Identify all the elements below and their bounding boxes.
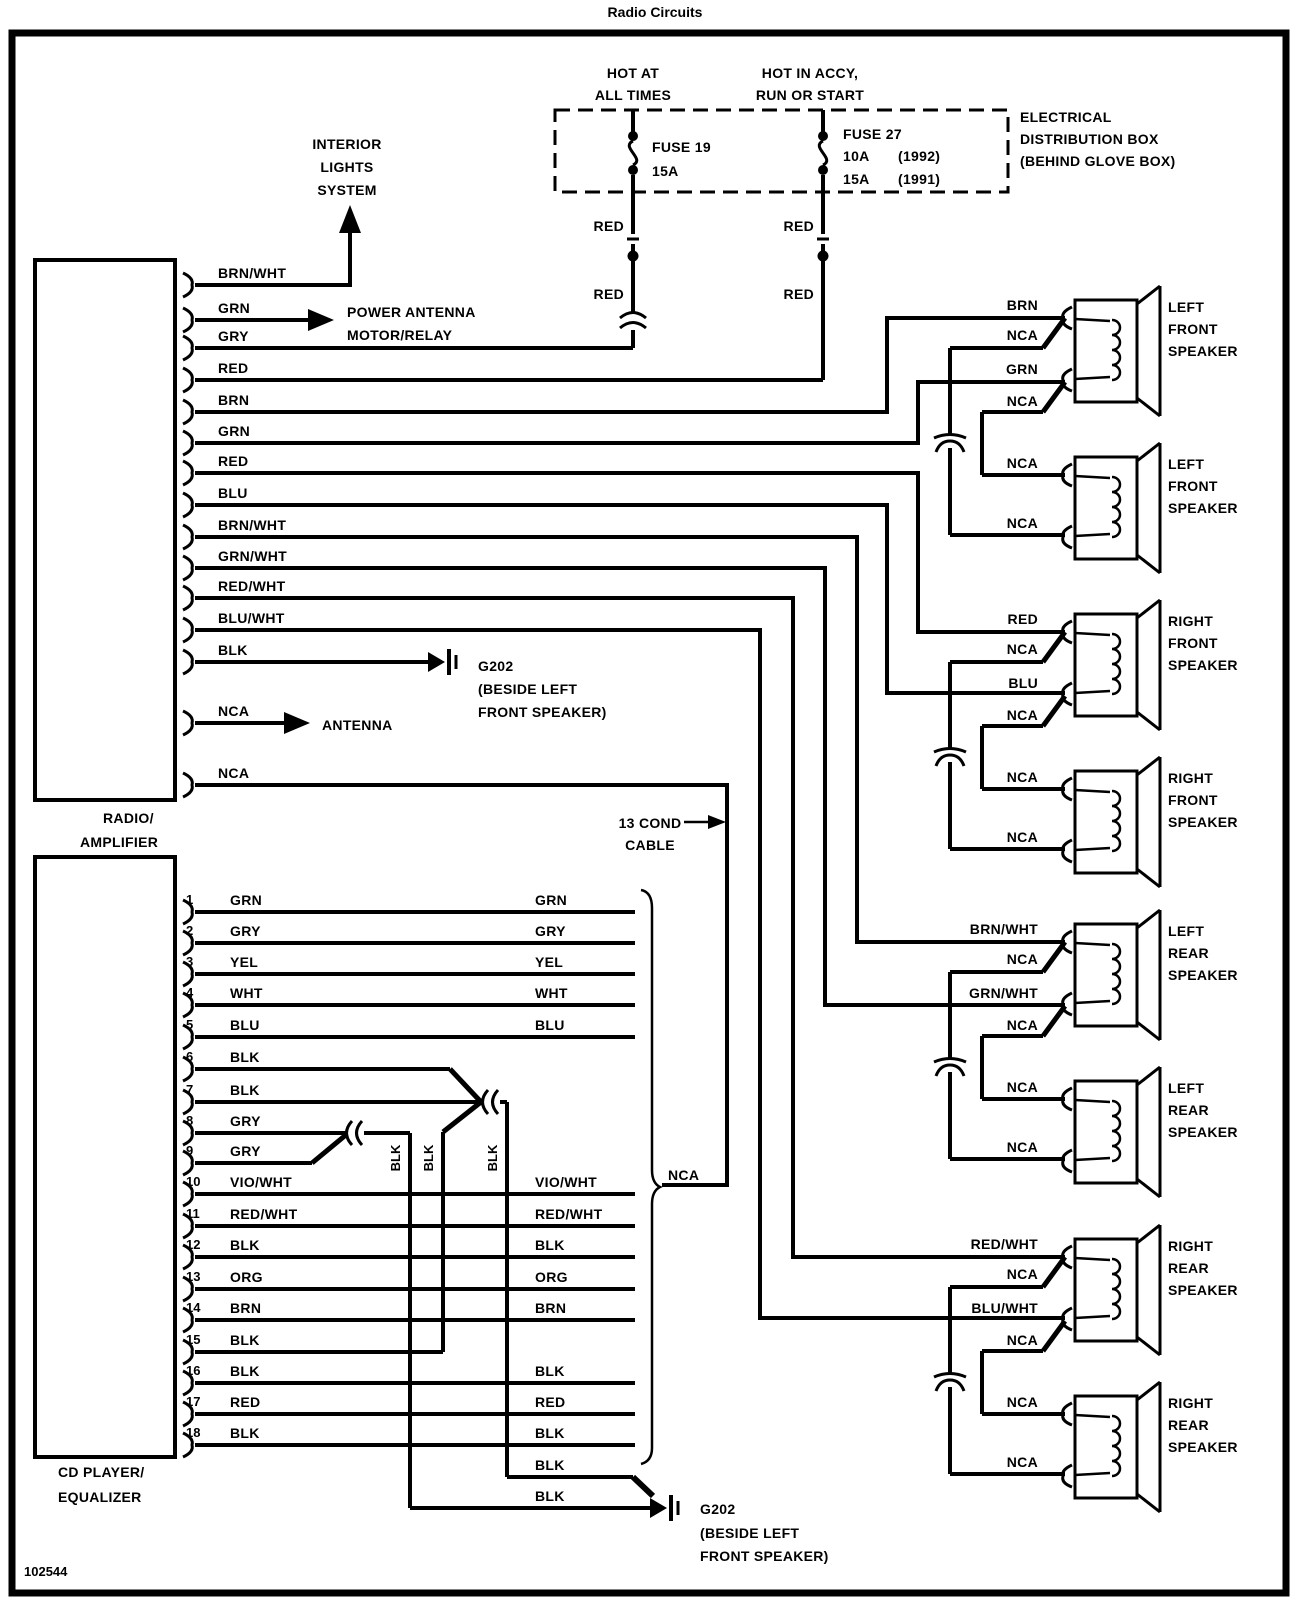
svg-text:NCA: NCA [1006,769,1038,785]
svg-text:NCA: NCA [1006,1139,1038,1155]
svg-text:SPEAKER: SPEAKER [1168,343,1238,359]
svg-text:SPEAKER: SPEAKER [1168,1439,1238,1455]
svg-text:RED: RED [783,218,814,234]
svg-text:BLK: BLK [485,1144,500,1172]
svg-text:SPEAKER: SPEAKER [1168,967,1238,983]
svg-text:9: 9 [186,1143,194,1158]
svg-text:15: 15 [186,1332,201,1347]
svg-text:BLU: BLU [1008,675,1038,691]
svg-text:SPEAKER: SPEAKER [1168,1282,1238,1298]
svg-text:NCA: NCA [1006,1017,1038,1033]
svg-text:RED/WHT: RED/WHT [970,1236,1038,1252]
svg-text:SPEAKER: SPEAKER [1168,500,1238,516]
svg-text:RUN OR START: RUN OR START [755,87,865,103]
svg-text:YEL: YEL [535,954,564,970]
svg-text:RIGHT: RIGHT [1168,1395,1214,1411]
svg-text:SPEAKER: SPEAKER [1168,814,1238,830]
svg-text:GRY: GRY [535,923,566,939]
svg-text:HOT IN ACCY,: HOT IN ACCY, [761,65,859,81]
svg-text:REAR: REAR [1168,1417,1209,1433]
svg-text:FRONT: FRONT [1168,478,1218,494]
splice-connector-icon [347,1121,363,1145]
svg-text:NCA: NCA [218,765,250,781]
arrow-right-icon [708,815,726,829]
svg-text:ORG: ORG [230,1269,263,1285]
svg-text:BLU: BLU [230,1017,260,1033]
page-border [12,33,1286,1593]
svg-text:BLK: BLK [230,1363,260,1379]
svg-text:16: 16 [186,1363,201,1378]
svg-text:BRN/WHT: BRN/WHT [218,265,287,281]
svg-text:RED: RED [783,286,814,302]
svg-text:LIGHTS: LIGHTS [320,159,374,175]
svg-text:FRONT: FRONT [1168,635,1218,651]
arrow-up-icon [339,205,361,233]
svg-text:NCA: NCA [668,1167,700,1183]
cd-box [35,857,175,1457]
svg-text:BLK: BLK [535,1237,565,1253]
svg-text:LEFT: LEFT [1168,923,1205,939]
svg-text:RIGHT: RIGHT [1168,1238,1214,1254]
power-antenna-motor-relay [347,304,476,343]
svg-text:BLU: BLU [218,485,248,501]
svg-text:(1991): (1991) [898,171,941,187]
svg-text:YEL: YEL [230,954,259,970]
svg-text:3: 3 [186,954,194,969]
page-title: Radio Circuits [607,4,703,20]
svg-text:(1992): (1992) [898,148,941,164]
svg-text:RED: RED [1007,611,1038,627]
svg-text:GRN: GRN [230,892,263,908]
svg-text:RADIO/: RADIO/ [103,810,154,826]
ground-splice-wires [195,1069,829,1564]
svg-text:13 COND: 13 COND [618,815,682,831]
svg-text:BLK: BLK [535,1488,565,1504]
svg-text:G202: G202 [478,658,514,674]
svg-text:NCA: NCA [1006,327,1038,343]
svg-text:BRN: BRN [218,392,250,408]
svg-text:REAR: REAR [1168,1102,1209,1118]
svg-text:15A: 15A [652,163,679,179]
svg-text:NCA: NCA [1006,1394,1038,1410]
svg-text:BLK: BLK [535,1425,565,1441]
svg-text:GRN/WHT: GRN/WHT [218,548,287,564]
svg-text:G202: G202 [700,1501,736,1517]
svg-text:WHT: WHT [535,985,568,1001]
svg-text:POWER ANTENNA: POWER ANTENNA [347,304,476,320]
svg-text:RED/WHT: RED/WHT [535,1206,603,1222]
inline-connector-icon [620,313,646,329]
electrical-distribution-box [555,65,1176,192]
svg-text:GRY: GRY [218,328,249,344]
cable-brace [641,890,660,1464]
svg-text:RED: RED [218,453,249,469]
svg-text:NCA: NCA [1006,515,1038,531]
svg-text:GRN/WHT: GRN/WHT [969,985,1038,1001]
svg-text:RED: RED [593,218,624,234]
svg-text:VIO/WHT: VIO/WHT [230,1174,292,1190]
svg-text:12: 12 [186,1237,201,1252]
svg-text:10: 10 [186,1174,201,1189]
svg-text:8: 8 [186,1113,194,1128]
svg-text:1: 1 [186,892,194,907]
svg-text:(BESIDE LEFT: (BESIDE LEFT [700,1525,800,1541]
svg-text:SPEAKER: SPEAKER [1168,657,1238,673]
svg-text:EQUALIZER: EQUALIZER [58,1489,142,1505]
fuse-27-icon [818,110,828,192]
svg-text:NCA: NCA [1006,1332,1038,1348]
svg-text:BLK: BLK [230,1082,260,1098]
svg-text:BLK: BLK [421,1144,436,1172]
svg-text:10A: 10A [843,148,870,164]
svg-text:RED: RED [230,1394,261,1410]
svg-text:BRN: BRN [230,1300,262,1316]
svg-text:GRY: GRY [230,923,261,939]
svg-text:CD PLAYER/: CD PLAYER/ [58,1464,145,1480]
svg-text:BLK: BLK [230,1237,260,1253]
svg-text:BLK: BLK [535,1457,565,1473]
svg-text:GRN: GRN [1005,361,1038,377]
fuse-19-icon [628,110,638,192]
svg-text:FUSE 19: FUSE 19 [652,139,711,155]
svg-text:BLK: BLK [230,1332,260,1348]
svg-text:GRN: GRN [535,892,568,908]
wire-red-rf [195,473,1065,632]
svg-text:RED/WHT: RED/WHT [230,1206,298,1222]
svg-text:ELECTRICAL: ELECTRICAL [1020,109,1112,125]
svg-text:REAR: REAR [1168,945,1209,961]
svg-text:15A: 15A [843,171,870,187]
svg-text:LEFT: LEFT [1168,299,1205,315]
speaker-group-right-rear [934,1225,1238,1512]
svg-text:LEFT: LEFT [1168,1080,1205,1096]
svg-text:CABLE: CABLE [625,837,675,853]
doc-id: 102544 [24,1564,68,1579]
svg-text:BLU/WHT: BLU/WHT [971,1300,1038,1316]
svg-text:BRN/WHT: BRN/WHT [969,921,1038,937]
svg-text:BLK: BLK [218,642,248,658]
svg-text:ORG: ORG [535,1269,568,1285]
svg-text:BLK: BLK [535,1363,565,1379]
svg-text:GRY: GRY [230,1113,261,1129]
svg-text:BLK: BLK [388,1144,403,1172]
arrow-right-icon [284,712,310,734]
svg-text:11: 11 [186,1206,200,1221]
svg-text:BLU/WHT: BLU/WHT [218,610,285,626]
svg-text:NCA: NCA [1006,1266,1038,1282]
svg-text:7: 7 [186,1082,194,1097]
svg-text:BRN: BRN [1006,297,1038,313]
svg-text:4: 4 [186,985,194,1000]
junction-dot [818,251,829,262]
svg-text:GRY: GRY [230,1143,261,1159]
svg-text:14: 14 [186,1300,201,1315]
splice-connector-icon [483,1090,499,1114]
junction-dot [628,251,639,262]
wire-redwht-rr [195,598,1065,1257]
svg-text:BLK: BLK [230,1049,260,1065]
speaker-group-right-front [934,600,1238,887]
svg-text:DISTRIBUTION BOX: DISTRIBUTION BOX [1020,131,1159,147]
svg-text:NCA: NCA [1006,455,1038,471]
svg-text:NCA: NCA [1006,951,1038,967]
svg-text:NCA: NCA [1006,393,1038,409]
svg-text:REAR: REAR [1168,1260,1209,1276]
svg-text:VIO/WHT: VIO/WHT [535,1174,597,1190]
speaker-group-left-front [934,286,1238,573]
radio-box [35,260,175,800]
svg-text:17: 17 [186,1394,201,1409]
svg-text:LEFT: LEFT [1168,456,1205,472]
svg-text:13: 13 [186,1269,201,1284]
svg-text:BLU: BLU [535,1017,565,1033]
svg-text:RED/WHT: RED/WHT [218,578,286,594]
arrow-right-icon [308,309,334,331]
svg-text:(BEHIND GLOVE BOX): (BEHIND GLOVE BOX) [1020,153,1176,169]
svg-text:ALL TIMES: ALL TIMES [594,87,672,103]
svg-text:MOTOR/RELAY: MOTOR/RELAY [347,327,453,343]
fuse-feed-wires [594,192,829,380]
svg-text:18: 18 [186,1425,201,1440]
svg-text:FUSE 27: FUSE 27 [843,126,902,142]
svg-text:RIGHT: RIGHT [1168,770,1214,786]
svg-text:RED: RED [593,286,624,302]
svg-text:BLK: BLK [230,1425,260,1441]
speaker-group-left-rear [934,910,1238,1197]
cd-player-equalizer [35,857,829,1564]
svg-text:NCA: NCA [1006,1079,1038,1095]
svg-text:RED: RED [535,1394,566,1410]
svg-text:ANTENNA: ANTENNA [322,717,393,733]
svg-text:RED: RED [218,360,249,376]
svg-text:BRN/WHT: BRN/WHT [218,517,287,533]
svg-text:2: 2 [186,923,194,938]
svg-text:NCA: NCA [1006,641,1038,657]
svg-text:NCA: NCA [1006,829,1038,845]
svg-text:FRONT SPEAKER): FRONT SPEAKER) [700,1548,829,1564]
svg-text:WHT: WHT [230,985,263,1001]
svg-text:NCA: NCA [218,703,250,719]
svg-text:GRN: GRN [218,300,251,316]
wire-brn-lf [195,318,1065,412]
interior-lights-system [312,136,381,285]
svg-text:FRONT: FRONT [1168,792,1218,808]
svg-text:RIGHT: RIGHT [1168,613,1214,629]
svg-text:FRONT SPEAKER): FRONT SPEAKER) [478,704,607,720]
svg-text:6: 6 [186,1049,194,1064]
svg-text:INTERIOR: INTERIOR [312,136,382,152]
svg-text:SPEAKER: SPEAKER [1168,1124,1238,1140]
svg-text:NCA: NCA [1006,1454,1038,1470]
svg-text:SYSTEM: SYSTEM [317,182,377,198]
svg-text:5: 5 [186,1017,194,1032]
svg-text:(BESIDE LEFT: (BESIDE LEFT [478,681,578,697]
svg-text:BRN: BRN [535,1300,567,1316]
svg-text:GRN: GRN [218,423,251,439]
svg-text:HOT AT: HOT AT [606,65,660,81]
svg-text:FRONT: FRONT [1168,321,1218,337]
svg-text:AMPLIFIER: AMPLIFIER [80,834,159,850]
svg-text:NCA: NCA [1006,707,1038,723]
